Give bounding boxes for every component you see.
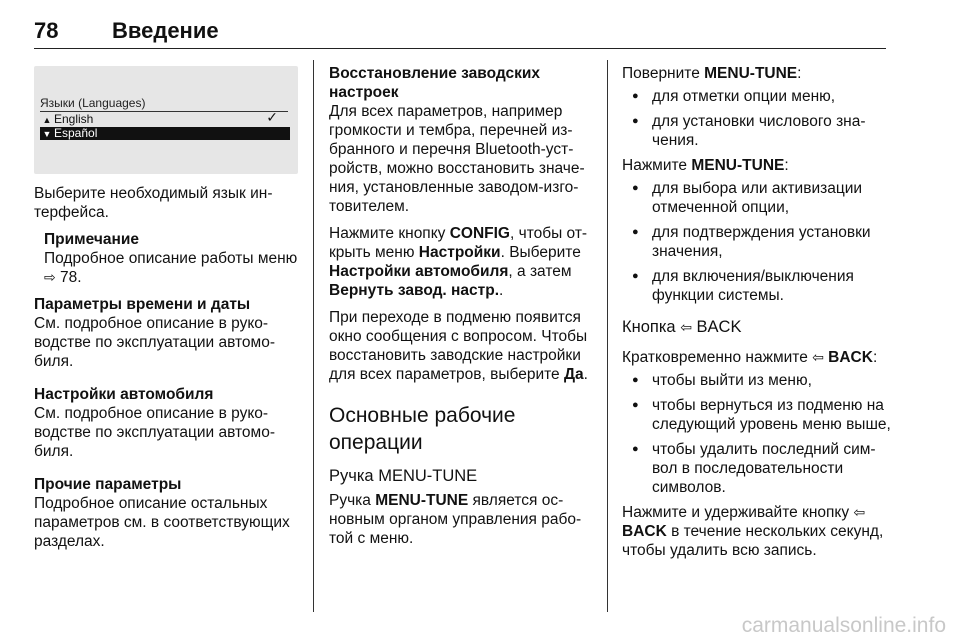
column-separator-2 [607, 60, 608, 612]
reset-text: Для всех параметров, например громкости и тембра, перечней из-бранного и перечня Bluetooth-уст-ройств, можно восстановить значе-ния, установленные заводом-изго-товителем. [329, 103, 585, 215]
page-number: 78 [34, 18, 59, 43]
section-text: См. подробное описание в руко-водстве по эксплуатации автомо-биля. [34, 405, 275, 460]
screen-item-english [40, 109, 290, 126]
knob-text: Ручка MENU-TUNE является ос-новным органом управления рабо-той с меню. [329, 492, 582, 547]
intro-text: Выберите необходимый язык ин-терфейса. [34, 185, 273, 221]
list-item: ● для отметки опции меню, [622, 87, 892, 106]
page-title: Введение [112, 18, 219, 43]
brief-press-text: Кратковременно нажмите ⇦ BACK: [622, 349, 878, 366]
back-icon: ⇦ [812, 349, 824, 365]
section-time-date [34, 295, 300, 371]
hold-text: Нажмите и удерживайте кнопку ⇦ BACK в течение нескольких секунд, чтобы удалить всю запись. [622, 504, 884, 559]
screen-heading: Языки (Languages) [40, 96, 146, 110]
column-3 [622, 64, 892, 568]
submenu-text: При переходе в подменю появится окно сообщения с вопросом. Чтобы восстановить заводские настройки для всех параметров, выберите Да. [329, 309, 588, 383]
turn-text: Поверните MENU-TUNE: [622, 65, 802, 82]
note-box [44, 230, 300, 287]
language-screen-image [34, 66, 298, 174]
note-title: Примечание [44, 231, 139, 248]
section-heading: Основные рабочие операции [329, 404, 516, 454]
list-item: ● для включения/выключения функции системы. [622, 267, 892, 305]
screen-item-label: English [54, 112, 94, 126]
list-item: ● для выбора или активизации отмеченной опции, [622, 179, 892, 217]
list-item: ● для установки числового зна-чения. [622, 112, 892, 150]
section-text: См. подробное описание в руко-водстве по эксплуатации автомо-биля. [34, 315, 275, 370]
arrow-up-icon: ▲ [42, 115, 52, 125]
press-config-text: Нажмите кнопку CONFIG, чтобы от-крыть меню Настройки. Выберите Настройки автомобиля, а затем Вернуть завод. настр.. [329, 225, 588, 299]
press-text: Нажмите MENU-TUNE: [622, 157, 789, 174]
knob-title: Ручка MENU-TUNE [329, 467, 478, 485]
column-separator-1 [313, 60, 314, 612]
reset-title: Восстановление заводских настроек [329, 65, 541, 101]
page-ref-icon: ⇨ [44, 269, 56, 285]
list-item: ● чтобы выйти из меню, [622, 371, 892, 390]
list-item: ● чтобы удалить последний сим-вол в последовательности символов. [622, 440, 892, 497]
arrow-down-icon: ▼ [42, 129, 52, 139]
list-item: ● для подтверждения установки значения, [622, 223, 892, 261]
back-list [622, 371, 892, 497]
screen-item-espanol [40, 127, 290, 140]
turn-list [622, 87, 892, 150]
column-1 [34, 184, 300, 559]
section-vehicle-settings [34, 385, 300, 461]
section-other-params [34, 475, 300, 551]
check-icon: ✓ [266, 109, 278, 125]
column-2 [329, 64, 595, 556]
list-item: ● чтобы вернуться из подменю на следующий уровень меню выше, [622, 396, 892, 434]
press-list [622, 179, 892, 305]
back-icon: ⇦ [680, 319, 692, 335]
screen-item-label: Español [54, 126, 98, 140]
note-text: Подробное описание работы меню ⇨ 78. [44, 250, 298, 286]
back-title: Кнопка ⇦ BACK [622, 318, 742, 336]
section-title: Параметры времени и даты [34, 296, 251, 313]
watermark: carmanualsonline.info [741, 614, 946, 637]
header-rule [34, 48, 886, 49]
section-text: Подробное описание остальных параметров см. в соответствующих разделах. [34, 495, 290, 550]
section-title: Настройки автомобиля [34, 386, 214, 403]
section-title: Прочие параметры [34, 476, 182, 493]
back-icon: ⇦ [853, 504, 866, 520]
